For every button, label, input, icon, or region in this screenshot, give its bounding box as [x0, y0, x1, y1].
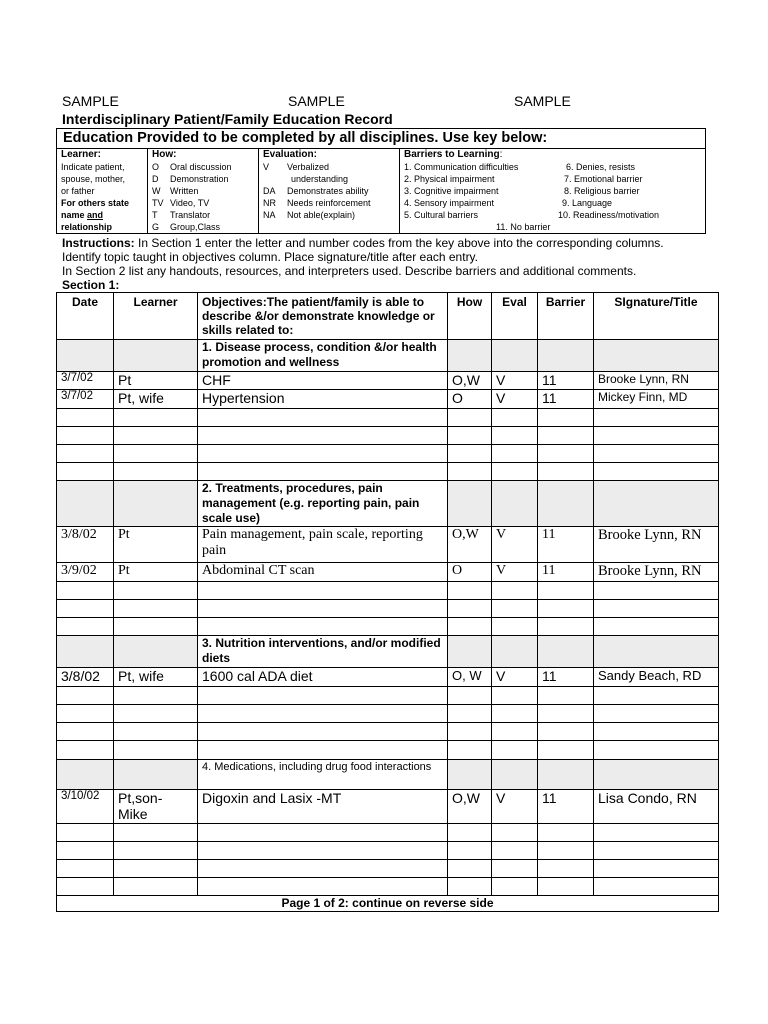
cell-how[interactable]: O,W	[448, 372, 492, 390]
barrier-key-item: 8. Religious barrier	[564, 186, 640, 196]
header-eval: Eval	[492, 293, 538, 340]
table-row	[57, 372, 719, 390]
header-date: Date	[57, 293, 114, 340]
cell-learner[interactable]: Pt, wife	[114, 390, 198, 409]
evaluation-key-item: NA Not able(explain)	[263, 210, 356, 220]
section-row	[57, 636, 719, 668]
table-row	[57, 790, 719, 824]
instructions-line-1: Instructions: In Section 1 enter the letter and number codes from the key above into the corresponding columns.	[62, 236, 664, 250]
empty-row	[57, 842, 719, 860]
barrier-key-item: 2. Physical impairment	[404, 174, 495, 184]
empty-row	[57, 687, 719, 705]
empty-row	[57, 705, 719, 723]
evaluation-key-item: DA Demonstrates ability	[263, 186, 369, 196]
learner-key-line: spouse, mother,	[61, 174, 126, 184]
cell-date[interactable]: 3/9/02	[57, 563, 114, 582]
cell-objective[interactable]: Abdominal CT scan	[198, 563, 448, 582]
learner-key-line: Indicate patient,	[61, 162, 125, 172]
cell-signature[interactable]: Brooke Lynn, RN	[594, 527, 719, 563]
section-row	[57, 481, 719, 527]
evaluation-key-item: V Verbalized	[263, 162, 330, 172]
table-header-row	[57, 293, 719, 340]
empty-row	[57, 427, 719, 445]
cell-date[interactable]: 3/8/02	[57, 668, 114, 687]
page-footer: Page 1 of 2: continue on reverse side	[57, 896, 719, 912]
key-table	[56, 128, 706, 234]
education-record-table	[56, 292, 719, 912]
empty-row	[57, 723, 719, 741]
cell-eval[interactable]: V	[492, 668, 538, 687]
cell-barrier[interactable]: 11	[538, 390, 594, 409]
instructions-line-2: Identify topic taught in objectives column. Place signature/title after each entry.	[62, 250, 479, 264]
empty-row	[57, 618, 719, 636]
cell-learner[interactable]: Pt	[114, 372, 198, 390]
learner-key-line: For others state	[61, 198, 130, 208]
document-title: Interdisciplinary Patient/Family Education Record	[62, 111, 393, 127]
key-barriers	[400, 149, 706, 234]
cell-objective[interactable]: Pain management, pain scale, reporting pain	[198, 527, 448, 563]
key-evaluation	[259, 149, 400, 234]
learner-key-line: name and	[61, 210, 104, 220]
table-row	[57, 527, 719, 563]
cell-date[interactable]: 3/8/02	[57, 527, 114, 563]
empty-row	[57, 600, 719, 618]
barrier-key-item: 7. Emotional barrier	[564, 174, 643, 184]
barrier-key-item: 11. No barrier	[496, 222, 551, 232]
cell-eval[interactable]: V	[492, 563, 538, 582]
cell-signature[interactable]: Lisa Condo, RN	[594, 790, 719, 824]
header-signature: SIgnature/Title	[594, 293, 719, 340]
cell-objective[interactable]: Hypertension	[198, 390, 448, 409]
key-how	[148, 149, 259, 234]
barrier-key-item: 4. Sensory impairment	[404, 198, 495, 208]
cell-objective[interactable]: CHF	[198, 372, 448, 390]
cell-how[interactable]: O, W	[448, 668, 492, 687]
evaluation-key-item: understanding	[291, 174, 349, 184]
key-learner	[57, 149, 148, 234]
learner-key-line: relationship	[61, 222, 113, 232]
cell-learner[interactable]: Pt	[114, 563, 198, 582]
empty-row	[57, 409, 719, 427]
cell-how[interactable]: O	[448, 563, 492, 582]
cell-how[interactable]: O	[448, 390, 492, 409]
how-key-item: G Group,Class	[152, 222, 221, 232]
cell-how[interactable]: O,W	[448, 790, 492, 824]
cell-signature[interactable]: Sandy Beach, RD	[594, 668, 719, 687]
cell-signature[interactable]: Brooke Lynn, RN	[594, 563, 719, 582]
cell-barrier[interactable]: 11	[538, 527, 594, 563]
empty-row	[57, 741, 719, 760]
section-heading: 3. Nutrition interventions, and/or modified diets	[198, 636, 448, 668]
how-key-item: O Oral discussion	[152, 162, 232, 172]
empty-row	[57, 582, 719, 600]
how-key-item: TV Video, TV	[152, 198, 210, 208]
barriers-key-label: Barriers to Learning:	[404, 149, 503, 160]
learner-key-line: or father	[61, 186, 95, 196]
table-row	[57, 390, 719, 409]
key-heading: Education Provided to be completed by all disciplines. Use key below:	[57, 129, 706, 149]
cell-date[interactable]: 3/10/02	[57, 790, 114, 824]
barrier-key-item: 5. Cultural barriers	[404, 210, 479, 220]
barrier-key-item: 1. Communication difficulties	[404, 162, 519, 172]
header-barrier: Barrier	[538, 293, 594, 340]
how-key-item: T Translator	[152, 210, 211, 220]
how-key-item: D Demonstration	[152, 174, 229, 184]
empty-row	[57, 463, 719, 481]
cell-objective[interactable]: Digoxin and Lasix -MT	[198, 790, 448, 824]
cell-barrier[interactable]: 11	[538, 668, 594, 687]
empty-row	[57, 824, 719, 842]
barrier-key-item: 9. Language	[562, 198, 613, 208]
cell-learner[interactable]: Pt	[114, 527, 198, 563]
cell-learner[interactable]: Pt, wife	[114, 668, 198, 687]
barrier-key-item: 10. Readiness/motivation	[558, 210, 660, 220]
cell-eval[interactable]: V	[492, 790, 538, 824]
cell-eval[interactable]: V	[492, 390, 538, 409]
evaluation-key-item: NR Needs reinforcement	[263, 198, 371, 208]
section-row	[57, 760, 719, 790]
cell-barrier[interactable]: 11	[538, 372, 594, 390]
instructions-line-3: In Section 2 list any handouts, resources, and interpreters used. Describe barriers and additional comments.	[62, 264, 637, 278]
empty-row	[57, 878, 719, 896]
sample-label-left: SAMPLE	[62, 93, 119, 109]
cell-signature[interactable]: Brooke Lynn, RN	[594, 372, 719, 390]
barrier-key-item: 6. Denies, resists	[566, 162, 636, 172]
how-key-item: W Written	[152, 186, 199, 196]
empty-row	[57, 860, 719, 878]
barrier-key-item: 3. Cognitive impairment	[404, 186, 499, 196]
footer-row	[57, 896, 719, 912]
cell-date[interactable]: 3/7/02	[57, 372, 114, 390]
cell-eval[interactable]: V	[492, 372, 538, 390]
cell-learner[interactable]: Pt,son- Mike	[114, 790, 198, 824]
cell-barrier[interactable]: 11	[538, 563, 594, 582]
table-row	[57, 668, 719, 687]
sample-label-center: SAMPLE	[288, 93, 345, 109]
section-heading: 2. Treatments, procedures, pain management (e.g. reporting pain, pain scale use)	[198, 481, 448, 527]
cell-date[interactable]: 3/7/02	[57, 390, 114, 409]
evaluation-key-label: Evaluation:	[263, 149, 317, 160]
cell-objective[interactable]: 1600 cal ADA diet	[198, 668, 448, 687]
cell-how[interactable]: O,W	[448, 527, 492, 563]
header-how: How	[448, 293, 492, 340]
learner-key-label: Learner:	[61, 149, 102, 160]
cell-signature[interactable]: Mickey Finn, MD	[594, 390, 719, 409]
section-row	[57, 340, 719, 372]
empty-row	[57, 445, 719, 463]
cell-barrier[interactable]: 11	[538, 790, 594, 824]
section-heading: 1. Disease process, condition &/or health promotion and wellness	[198, 340, 448, 372]
section-heading: 4. Medications, including drug food interactions	[198, 760, 448, 790]
how-key-label: How:	[152, 149, 177, 160]
sample-label-right: SAMPLE	[514, 93, 571, 109]
header-objectives: Objectives:The patient/family is able to describe &/or demonstrate knowledge or skills related to:	[198, 293, 448, 340]
cell-eval[interactable]: V	[492, 527, 538, 563]
section-1-label: Section 1:	[62, 278, 120, 292]
table-row	[57, 563, 719, 582]
header-learner: Learner	[114, 293, 198, 340]
